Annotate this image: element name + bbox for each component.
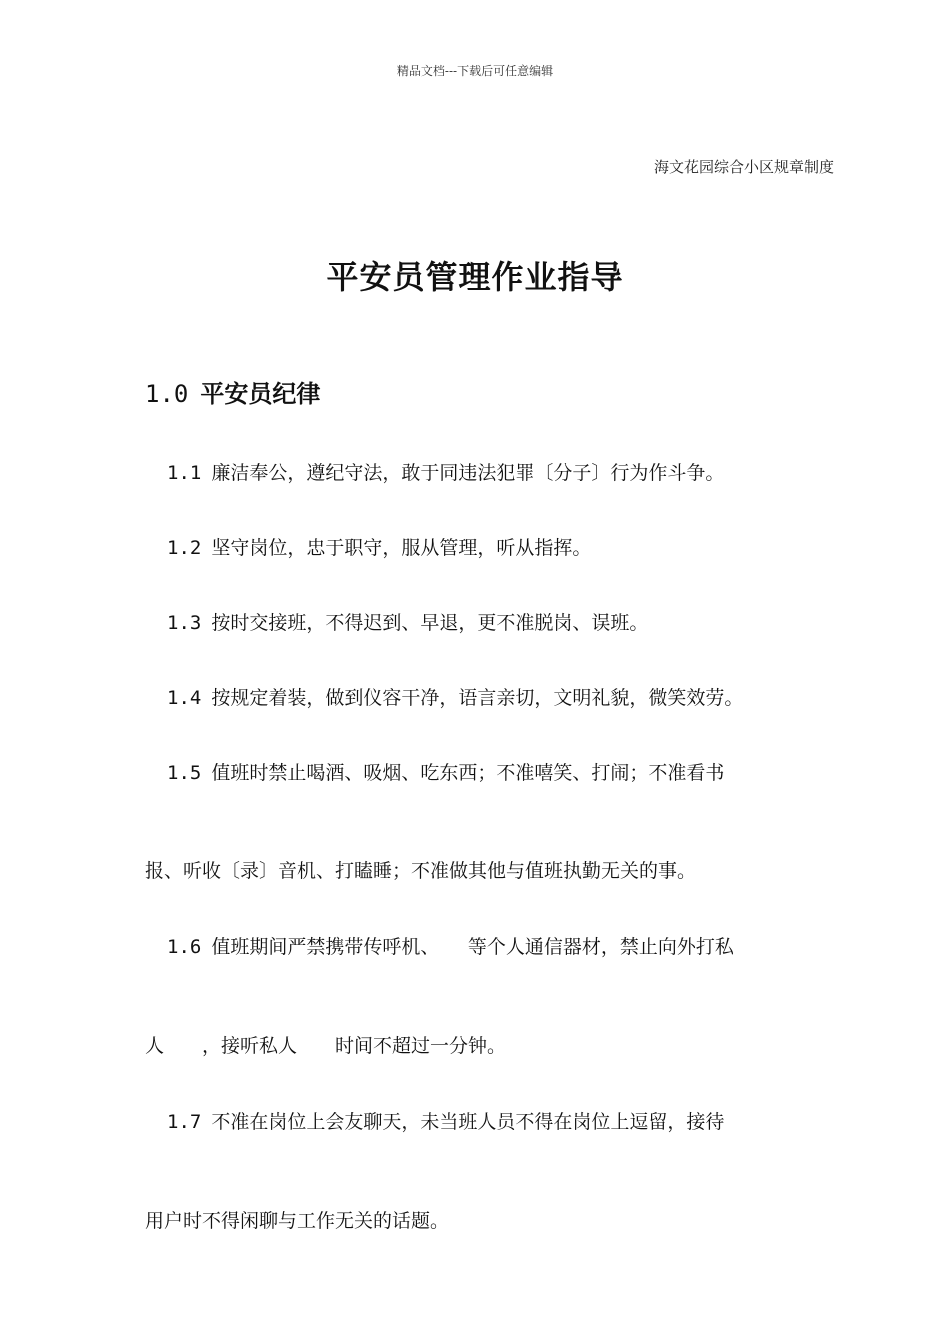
rule-number: 1.2: [167, 537, 202, 559]
page-title: 平安员管理作业指导: [326, 258, 624, 296]
rule-item: [167, 533, 591, 560]
rule-text-continued: 用户时不得闲聊与工作无关的话题。: [145, 1210, 450, 1232]
rule-text: 坚守岗位，忠于职守，服从管理，听从指挥。: [211, 537, 592, 559]
rule-text: 不准在岗位上会友聊天，未当班人员不得在岗位上逗留，接待: [211, 1111, 725, 1133]
rule-text: 按规定着装，做到仪容干净，语言亲切，文明礼貌，微笑效劳。: [211, 687, 744, 709]
rule-item: [167, 458, 724, 485]
rule-number: 1.6: [167, 936, 202, 958]
document-header: 海文花园综合小区规章制度: [653, 158, 834, 176]
rule-text-continued: 人 ，接听私人 时间不超过一分钟。: [145, 1035, 507, 1057]
rule-number: 1.1: [167, 462, 202, 484]
rule-text: 值班期间严禁携带传呼机、 等个人通信器材，禁止向外打私: [211, 936, 734, 958]
rule-item: [167, 758, 724, 785]
section-number: 1.0: [145, 380, 189, 408]
rule-text-continued: 报、听收〔录〕音机、打瞌睡；不准做其他与值班执勤无关的事。: [145, 860, 697, 882]
rule-number: 1.7: [167, 1111, 202, 1133]
rule-number: 1.5: [167, 762, 202, 784]
rule-item: [167, 683, 743, 710]
rule-item: [167, 1107, 724, 1134]
rule-item: [167, 932, 734, 959]
rule-text: 按时交接班，不得迟到、早退，更不准脱岗、误班。: [211, 612, 649, 634]
rule-text: 廉洁奉公，遵纪守法，敢于同违法犯罪〔分子〕行为作斗争。: [211, 462, 725, 484]
rule-number: 1.4: [167, 687, 202, 709]
rule-text: 值班时禁止喝酒、吸烟、吃东西；不准嘻笑、打闹；不准看书: [211, 762, 725, 784]
rule-item: [167, 608, 648, 635]
rule-number: 1.3: [167, 612, 202, 634]
watermark: 精品文档---下载后可任意编辑: [396, 64, 554, 78]
section-title: 平安员纪律: [200, 379, 321, 408]
section-heading: [145, 374, 320, 409]
